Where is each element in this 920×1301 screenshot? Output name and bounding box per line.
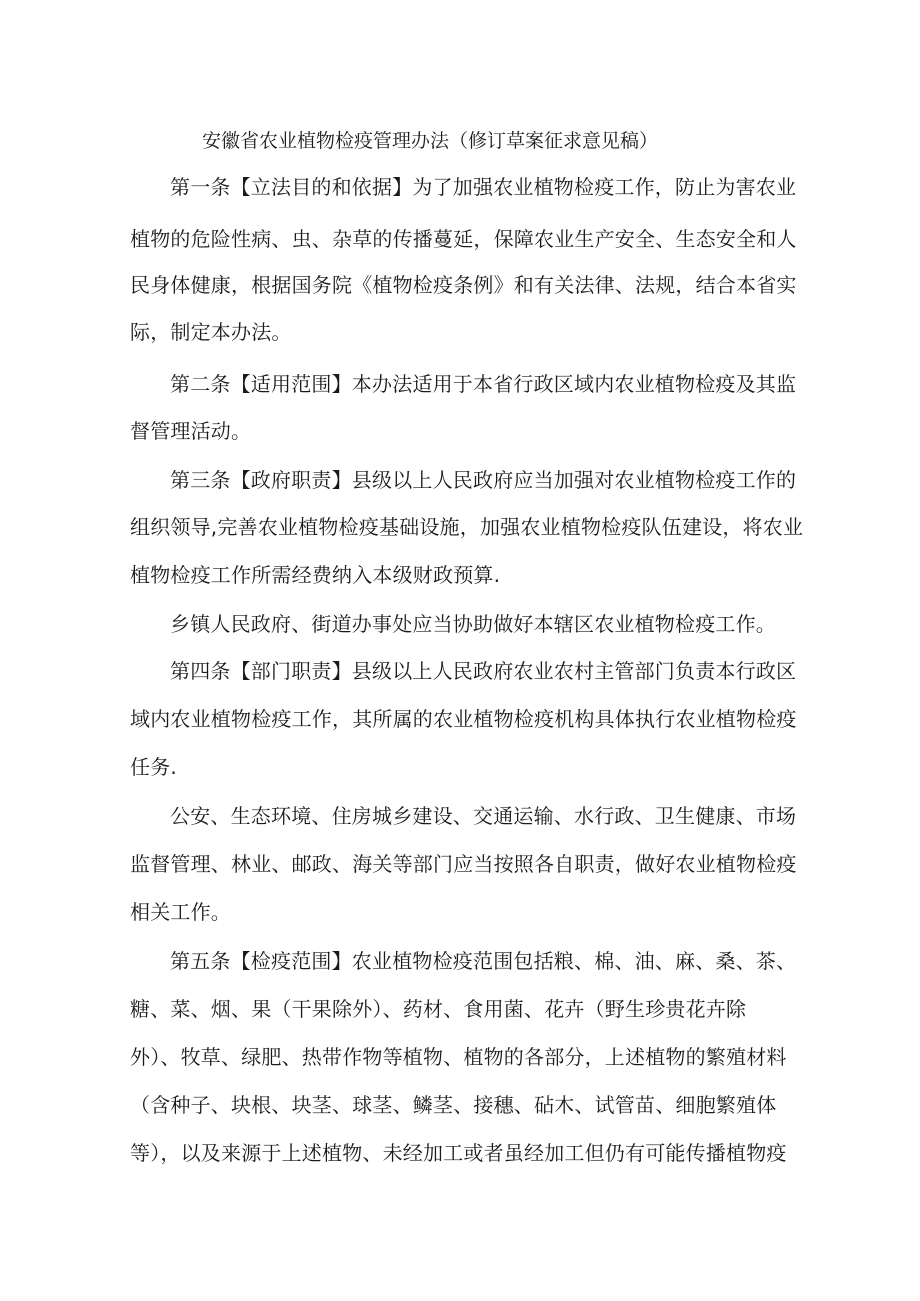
article-1-line-2: 植物的危险性病、虫、杂草的传播蔓延，保障农业生产安全、生态安全和人: [130, 227, 797, 251]
article-2-line-1: 第二条【适用范围】本办法适用于本省行政区域内农业植物检疫及其监: [170, 372, 797, 396]
article-3-line-2: 组织领导,完善农业植物检疫基础设施，加强农业植物检疫队伍建设，将农业: [130, 515, 804, 539]
article-2-line-2: 督管理活动。: [130, 419, 252, 443]
article-1-line-4: 际，制定本办法。: [130, 320, 292, 344]
article-4-line-2: 域内农业植物检疫工作，其所属的农业植物检疫机构具体执行农业植物检疫: [130, 707, 797, 731]
article-4-paragraph-2-line-3: 相关工作。: [130, 900, 231, 924]
article-4-paragraph-2-line-1: 公安、生态环境、住房城乡建设、交通运输、水行政、卫生健康、市场: [170, 804, 797, 828]
article-3-paragraph-2: 乡镇人民政府、街道办事处应当协助做好本辖区农业植物检疫工作。: [170, 612, 776, 636]
article-1-line-3: 民身体健康，根据国务院《植物检疫条例》和有关法律、法规，结合本省实: [130, 273, 797, 297]
article-5-line-1: 第五条【检疫范围】农业植物检疫范围包括粮、棉、油、麻、桑、茶、: [170, 949, 797, 973]
article-5-line-2: 糖、菜、烟、果（干果除外）、药材、食用菌、花卉（野生珍贵花卉除: [130, 997, 747, 1021]
article-5-line-3: 外）、牧草、绿肥、热带作物等植物、植物的各部分，上述植物的繁殖材料: [130, 1045, 787, 1069]
article-5-line-5: 等），以及来源于上述植物、未经加工或者虽经加工但仍有可能传播植物疫: [130, 1141, 787, 1165]
article-3-line-3: 植物检疫工作所需经费纳入本级财政预算.: [130, 563, 501, 587]
article-5-line-4: （含种子、块根、块茎、球茎、鳞茎、接穗、砧木、试管苗、细胞繁殖体: [130, 1093, 777, 1117]
article-4-line-3: 任务.: [130, 755, 177, 779]
article-3-line-1: 第三条【政府职责】县级以上人民政府应当加强对农业植物检疫工作的: [170, 468, 797, 492]
article-4-line-1: 第四条【部门职责】县级以上人民政府农业农村主管部门负责本行政区: [170, 659, 797, 683]
document-title: 安徽省农业植物检疫管理办法（修订草案征求意见稿）: [202, 130, 659, 152]
article-4-paragraph-2-line-2: 监督管理、林业、邮政、海关等部门应当按照各自职责，做好农业植物检疫: [130, 852, 797, 876]
article-1-line-1: 第一条【立法目的和依据】为了加强农业植物检疫工作，防止为害农业: [170, 175, 797, 199]
